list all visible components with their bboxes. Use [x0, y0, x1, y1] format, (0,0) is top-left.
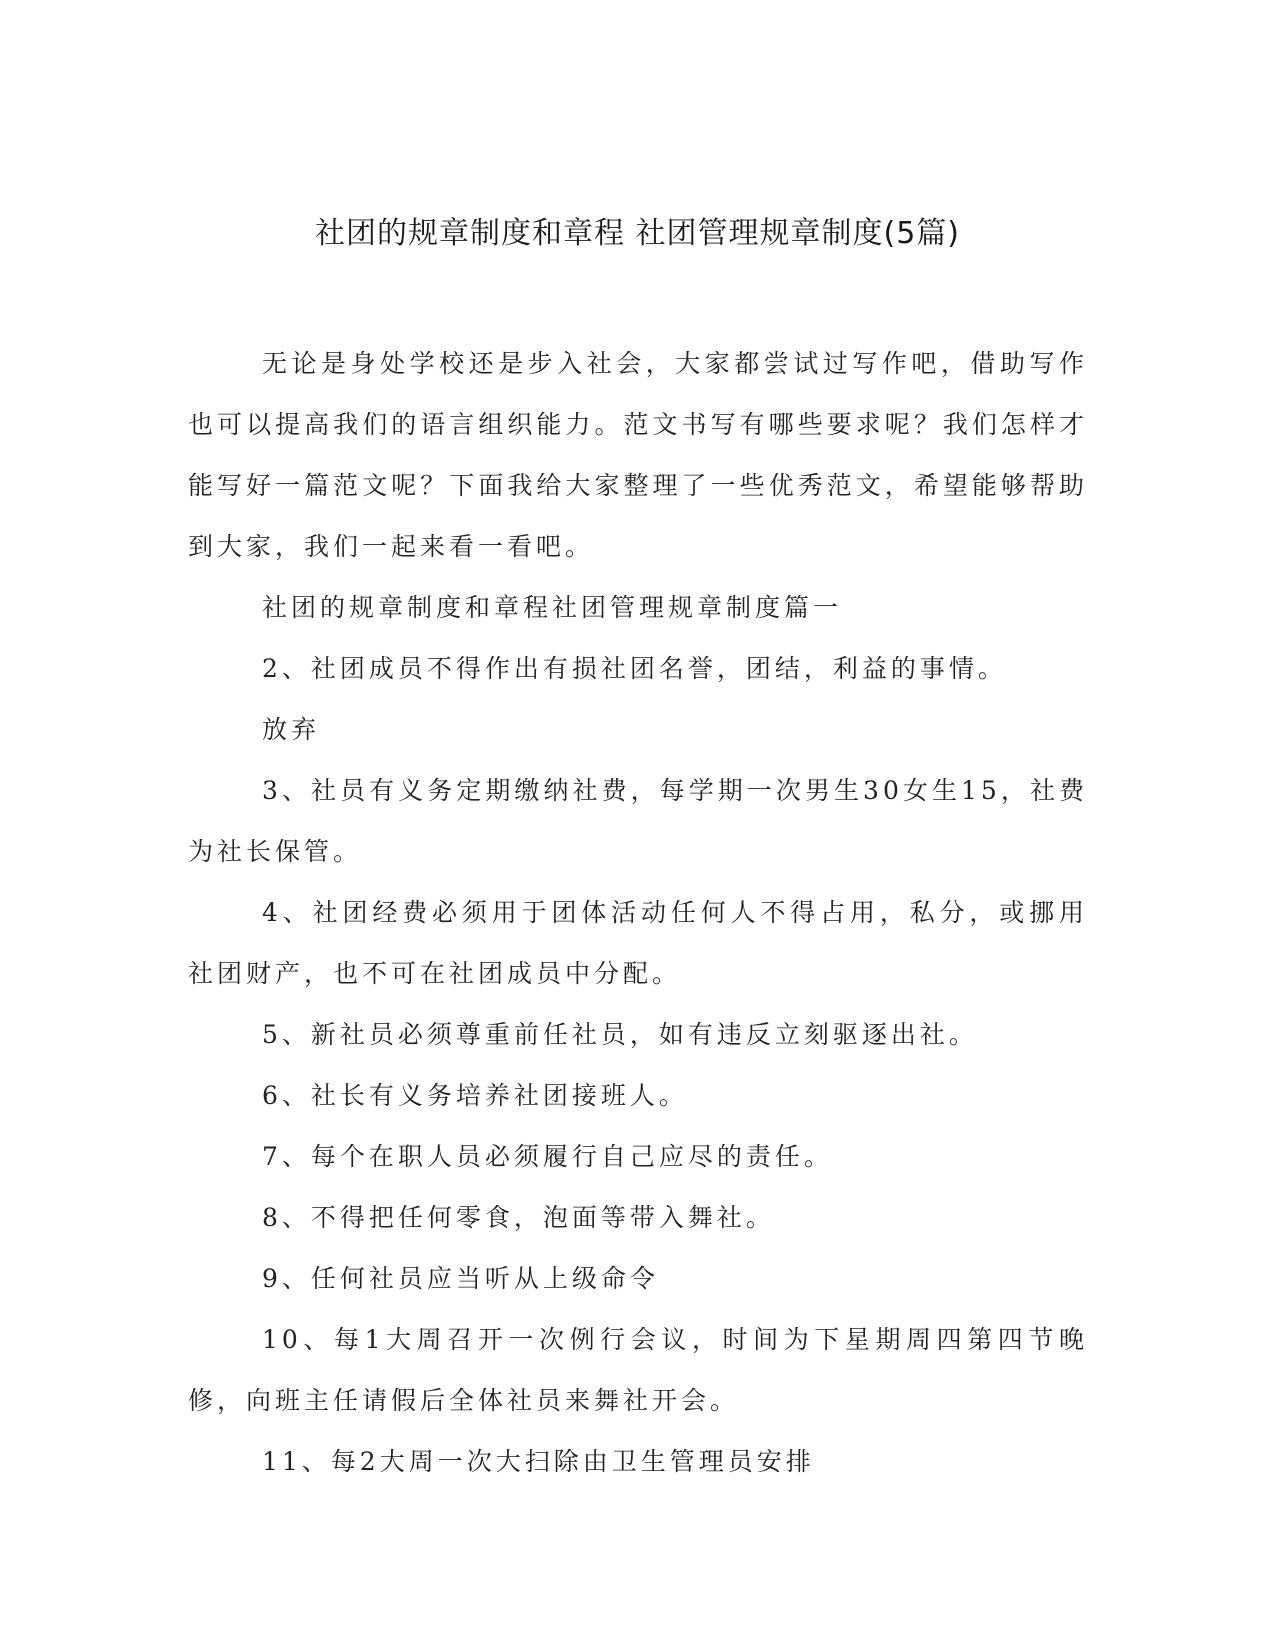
paragraph-rule-2: 2、社团成员不得作出有损社团名誉，团结，利益的事情。 — [262, 654, 1007, 683]
paragraph-rule-3: 3、社员有义务定期缴纳社费，每学期一次男生30女生15，社费为社长保管。 — [188, 776, 1088, 866]
paragraph-rule-11: 11、每2大周一次大扫除由卫生管理员安排 — [262, 1447, 815, 1476]
paragraph-intro: 无论是身处学校还是步入社会，大家都尝试过写作吧，借助写作也可以提高我们的语言组织能力。范文书写有哪些要求呢？我们怎样才能写好一篇范文呢？下面我给大家整理了一些优秀范文，希望能够帮助到大家，我们一起来看一看吧。 — [188, 349, 1088, 561]
paragraph-abandon: 放弃 — [262, 715, 321, 744]
paragraph-rule-10: 10、每1大周召开一次例行会议，时间为下星期周四第四节晚修，向班主任请假后全体社员来舞社开会。 — [188, 1325, 1088, 1415]
paragraph-rule-7: 7、每个在职人员必须履行自己应尽的责任。 — [262, 1142, 833, 1171]
paragraph-rule-9: 9、任何社员应当听从上级命令 — [262, 1264, 659, 1293]
document-body — [188, 333, 1088, 1492]
paragraph-rule-4: 4、社团经费必须用于团体活动任何人不得占用，私分，或挪用社团财产，也不可在社团成员中分配。 — [188, 898, 1088, 988]
document-title: 社团的规章制度和章程 社团管理规章制度(5篇) — [314, 216, 961, 251]
paragraph-section-heading: 社团的规章制度和章程社团管理规章制度篇一 — [262, 593, 843, 622]
paragraph-rule-5: 5、新社员必须尊重前任社员，如有违反立刻驱逐出社。 — [262, 1020, 978, 1049]
paragraph-rule-8: 8、不得把任何零食，泡面等带入舞社。 — [262, 1203, 775, 1232]
paragraph-rule-6: 6、社长有义务培养社团接班人。 — [262, 1081, 688, 1110]
